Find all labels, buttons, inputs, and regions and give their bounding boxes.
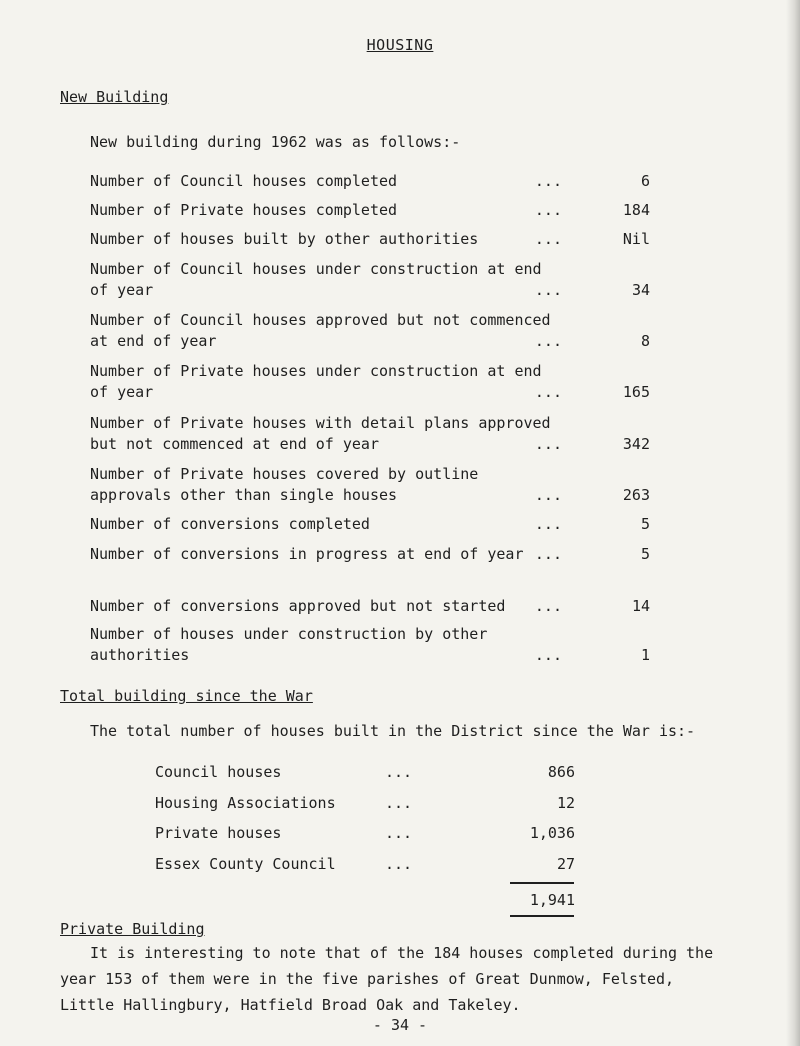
item-value: Nil xyxy=(622,230,650,248)
list-item xyxy=(90,259,650,301)
table-row xyxy=(155,824,575,845)
leader-dots: ... xyxy=(534,486,562,504)
item-label: Number of Council houses completed xyxy=(90,172,398,190)
item-value: 263 xyxy=(622,486,650,504)
table-row xyxy=(155,855,575,876)
item-label: Number of conversions completed xyxy=(90,515,370,533)
private-building-heading: Private Building xyxy=(60,920,205,938)
list-item xyxy=(90,171,650,192)
item-label: Number of conversions approved but not started xyxy=(90,597,506,615)
list-item xyxy=(90,413,650,455)
leader-dots: ... xyxy=(534,332,562,350)
private-building-paragraph xyxy=(60,940,760,1018)
list-item xyxy=(90,310,650,352)
leader-dots: ... xyxy=(534,281,562,299)
total-value: 1,941 xyxy=(529,891,575,909)
summary-label: Housing Associations xyxy=(155,794,336,812)
list-item xyxy=(90,544,650,565)
item-value: 6 xyxy=(640,172,650,190)
summary-label: Essex County Council xyxy=(155,855,336,873)
summary-value: 27 xyxy=(556,855,575,873)
item-value: 5 xyxy=(640,545,650,563)
page-number: - 34 - xyxy=(372,1016,428,1034)
new-building-heading: New Building xyxy=(60,88,169,106)
list-item xyxy=(90,361,650,403)
item-label: Number of Private houses completed xyxy=(90,201,398,219)
item-value: 165 xyxy=(622,383,650,401)
item-label: Number of houses built by other authorities xyxy=(90,230,479,248)
table-row xyxy=(155,763,575,784)
page-edge-shadow xyxy=(786,0,800,1046)
leader-dots: ... xyxy=(385,794,413,812)
item-value: 14 xyxy=(631,597,650,615)
item-value: 8 xyxy=(640,332,650,350)
leader-dots: ... xyxy=(534,597,562,615)
summary-value: 12 xyxy=(556,794,575,812)
total-row xyxy=(155,891,575,912)
item-label: Number of conversions in progress at end of year xyxy=(90,545,524,563)
item-label: Number of Private houses under construction at end of year xyxy=(90,362,542,401)
table-row xyxy=(155,794,575,815)
leader-dots: ... xyxy=(534,646,562,664)
item-label: Number of Private houses with detail plans approved but not commenced at end of year xyxy=(90,414,551,453)
leader-dots: ... xyxy=(534,515,562,533)
list-item xyxy=(90,514,650,535)
leader-dots: ... xyxy=(534,230,562,248)
total-rule xyxy=(510,882,574,884)
item-label: Number of Private houses covered by outline approvals other than single houses xyxy=(90,465,479,504)
item-value: 184 xyxy=(622,201,650,219)
leader-dots: ... xyxy=(534,435,562,453)
new-building-intro: New building during 1962 was as follows:- xyxy=(90,133,461,151)
total-building-heading: Total building since the War xyxy=(60,687,313,705)
paragraph-line: Little Hallingbury, Hatfield Broad Oak and Takeley. xyxy=(60,996,521,1014)
leader-dots: ... xyxy=(385,763,413,781)
item-value: 1 xyxy=(640,646,650,664)
summary-label: Private houses xyxy=(155,824,282,842)
item-value: 342 xyxy=(622,435,650,453)
total-building-intro: The total number of houses built in the District since the War is:- xyxy=(90,722,696,740)
summary-value: 866 xyxy=(547,763,575,781)
leader-dots: ... xyxy=(385,824,413,842)
list-item xyxy=(90,464,650,506)
list-item xyxy=(90,624,650,666)
list-item xyxy=(90,596,650,617)
paragraph-line: year 153 of them were in the five parishes of Great Dunmow, Felsted, xyxy=(60,970,675,988)
summary-label: Council houses xyxy=(155,763,282,781)
list-item xyxy=(90,200,650,221)
leader-dots: ... xyxy=(534,545,562,563)
item-value: 5 xyxy=(640,515,650,533)
item-label: Number of Council houses approved but not commenced at end of year xyxy=(90,311,551,350)
leader-dots: ... xyxy=(385,855,413,873)
total-rule xyxy=(510,915,574,917)
item-label: Number of houses under construction by other authorities xyxy=(90,625,488,664)
leader-dots: ... xyxy=(534,172,562,190)
list-item xyxy=(90,229,650,250)
item-value: 34 xyxy=(631,281,650,299)
leader-dots: ... xyxy=(534,201,562,219)
leader-dots: ... xyxy=(534,383,562,401)
paragraph-line: It is interesting to note that of the 184 houses completed during the xyxy=(90,944,714,962)
summary-value: 1,036 xyxy=(529,824,575,842)
page-title: HOUSING xyxy=(366,36,434,54)
item-label: Number of Council houses under construction at end of year xyxy=(90,260,542,299)
